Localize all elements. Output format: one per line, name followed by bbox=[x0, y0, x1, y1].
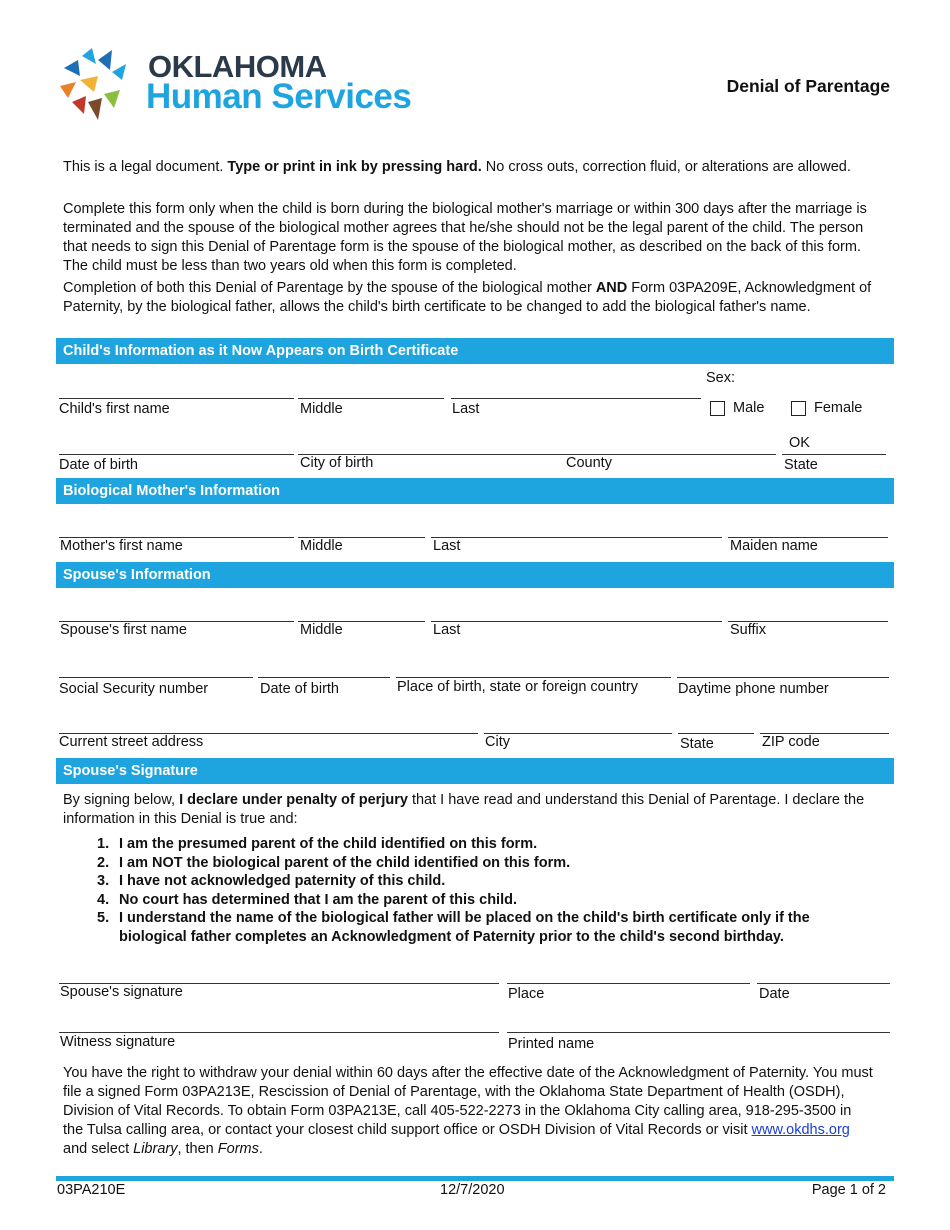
intro-p1-bold: Type or print in ink by pressing hard. bbox=[227, 159, 482, 175]
intro-paragraph-2: Complete this form only when the child is born during the biological mother's marriage or within 300 days after the marriage is terminated and the spouse of the biological mother agrees that he/she should not be the legal parent of the child. The person that needs to sign this Denial of Parentage form is the spouse of the biological mother, as described on the back of this form. The child must be less than two years old when this form is completed. bbox=[63, 201, 867, 274]
declaration-bold: I declare under penalty of perjury bbox=[179, 792, 408, 808]
library-text: Library bbox=[133, 1141, 178, 1157]
closing-text-2: and select bbox=[63, 1141, 134, 1157]
spouse-signature-label: Spouse's signature bbox=[60, 984, 183, 1000]
female-checkbox[interactable] bbox=[791, 401, 806, 416]
spouse-dob-label: Date of birth bbox=[260, 681, 339, 697]
witness-signature-label: Witness signature bbox=[60, 1034, 176, 1050]
signature-section-header: Spouse's Signature bbox=[56, 758, 894, 784]
list-item: 5. I understand the name of the biological father will be placed on the child's birth certificate only if the biological father completes an Acknowledgment of Paternity prior to the child's second birthday. bbox=[97, 910, 810, 945]
phone-field[interactable] bbox=[677, 677, 889, 678]
list-item-text: No court has determined that I am the parent of this child. bbox=[119, 891, 517, 908]
printed-name-label: Printed name bbox=[508, 1036, 595, 1052]
spouse-dob-field[interactable] bbox=[258, 677, 390, 678]
intro-p1-text-end: No cross outs, correction fluid, or alterations are allowed. bbox=[481, 159, 851, 175]
intro-p3-text-end: Form 03PA209E, Acknowledgment of Paternity, by the biological father, allows the child's birth certificate to be changed to add the biological father's name. bbox=[63, 280, 872, 315]
intro-p3-bold: AND bbox=[595, 280, 628, 296]
child-dob-field[interactable] bbox=[59, 454, 294, 455]
witness-signature-field[interactable] bbox=[59, 1032, 499, 1033]
list-item: 3. I have not acknowledged paternity of this child. bbox=[97, 873, 446, 889]
female-label: Female bbox=[814, 400, 863, 416]
ssn-field[interactable] bbox=[59, 677, 253, 678]
closing-text-4: . bbox=[258, 1141, 263, 1157]
declaration-text bbox=[63, 791, 883, 829]
male-label: Male bbox=[733, 400, 765, 416]
mother-section-header: Biological Mother's Information bbox=[56, 478, 894, 504]
sex-label: Sex: bbox=[706, 370, 736, 386]
child-state-label: State bbox=[784, 457, 818, 473]
list-item-text: I am the presumed parent of the child identified on this form. bbox=[119, 836, 538, 852]
place-field[interactable] bbox=[507, 983, 750, 984]
spouse-section-header: Spouse's Information bbox=[56, 562, 894, 588]
declaration-text-start: By signing below, bbox=[63, 792, 180, 808]
date-field[interactable] bbox=[757, 983, 890, 984]
child-last-field[interactable] bbox=[451, 398, 701, 399]
city-field[interactable] bbox=[484, 733, 672, 734]
mother-first-name-label: Mother's first name bbox=[60, 538, 183, 554]
footer-rule bbox=[56, 1176, 894, 1181]
declaration-text-end: that I have read and understand this Denial of Parentage. I declare the information in this Denial is true and: bbox=[63, 792, 865, 827]
footer-page: Page 1 of 2 bbox=[811, 1182, 886, 1198]
state-value: OK bbox=[789, 435, 810, 451]
child-section-header: Child's Information as it Now Appears on Birth Certificate bbox=[56, 338, 894, 364]
state-label: State bbox=[680, 736, 714, 752]
closing-paragraph bbox=[63, 1064, 875, 1159]
form-title: Denial of Parentage bbox=[726, 76, 890, 96]
spouse-last-field[interactable] bbox=[431, 621, 722, 622]
child-dob-label: Date of birth bbox=[59, 457, 138, 473]
list-item: 1. I am the presumed parent of the child identified on this form. bbox=[97, 836, 538, 852]
state-field[interactable] bbox=[678, 733, 754, 734]
date-label: Date bbox=[759, 986, 790, 1002]
intro-p3-text: Completion of both this Denial of Parentage by the spouse of the biological mother bbox=[63, 280, 596, 296]
spouse-last-label: Last bbox=[433, 622, 461, 638]
ssn-label: Social Security number bbox=[59, 681, 209, 697]
printed-name-field[interactable] bbox=[507, 1032, 890, 1033]
forms-text: Forms bbox=[217, 1141, 259, 1157]
okdhs-link[interactable]: www.okdhs.org bbox=[751, 1122, 850, 1138]
intro-p1-text: This is a legal document. bbox=[63, 159, 228, 175]
maiden-name-label: Maiden name bbox=[730, 538, 818, 554]
place-of-birth-field[interactable] bbox=[396, 677, 671, 678]
place-of-birth-label: Place of birth, state or foreign country bbox=[397, 679, 638, 695]
declaration-list bbox=[97, 835, 877, 946]
list-item: 2. I am NOT the biological parent of the child identified on this form. bbox=[97, 854, 571, 871]
male-checkbox[interactable] bbox=[710, 401, 725, 416]
closing-text-3: , then bbox=[177, 1141, 218, 1157]
footer-form-number: 03PA210E bbox=[57, 1182, 126, 1198]
street-address-label: Current street address bbox=[59, 734, 204, 750]
child-first-name-label: Child's first name bbox=[59, 401, 170, 417]
mother-last-label: Last bbox=[433, 538, 461, 554]
zip-label: ZIP code bbox=[762, 734, 820, 750]
place-label: Place bbox=[508, 986, 545, 1002]
intro-paragraph-3 bbox=[63, 279, 883, 317]
intro-paragraph-1 bbox=[63, 158, 883, 177]
list-item-text: I understand the name of the biological father will be placed on the child's birth certificate only if the biological father completes an Acknowledgment of Paternity prior to the child's second birthday. bbox=[119, 910, 810, 945]
list-item-text: I am NOT the biological parent of the child identified on this form. bbox=[119, 854, 571, 871]
county-label: County bbox=[566, 455, 612, 471]
spouse-first-name-label: Spouse's first name bbox=[60, 622, 187, 638]
child-middle-label: Middle bbox=[300, 401, 343, 417]
mother-last-field[interactable] bbox=[431, 537, 722, 538]
logo-line2: Human Services bbox=[146, 77, 412, 116]
suffix-label: Suffix bbox=[730, 622, 767, 638]
list-item-text: I have not acknowledged paternity of this child. bbox=[119, 873, 446, 889]
footer-date: 12/7/2020 bbox=[440, 1182, 505, 1198]
mother-middle-label: Middle bbox=[300, 538, 343, 554]
closing-text: You have the right to withdraw your denial within 60 days after the effective date of the Acknowledgment of Paternity. You must file a signed Form 03PA213E, Rescission of Denial of Parentage, with the Oklahoma State Department of Health (OSDH), Division of Vital Records. To obtain Form 03PA213E, call 405-522-2273 in the Oklahoma City calling area, 918-295-3500 in the Tulsa calling area, or contact your closest child support office or OSDH Division of Vital Records or visit bbox=[63, 1065, 873, 1138]
child-first-name-field[interactable] bbox=[59, 398, 294, 399]
city-label: City bbox=[485, 734, 510, 750]
child-middle-field[interactable] bbox=[298, 398, 444, 399]
logo-mark-icon bbox=[58, 46, 130, 126]
child-state-field[interactable] bbox=[782, 454, 886, 455]
spouse-middle-label: Middle bbox=[300, 622, 343, 638]
phone-label: Daytime phone number bbox=[678, 681, 829, 697]
list-item: 4. No court has determined that I am the parent of this child. bbox=[97, 891, 517, 908]
logo-line1: OKLAHOMA bbox=[148, 49, 327, 84]
city-of-birth-label: City of birth bbox=[300, 455, 374, 471]
agency-logo bbox=[58, 46, 438, 126]
child-last-label: Last bbox=[452, 401, 480, 417]
